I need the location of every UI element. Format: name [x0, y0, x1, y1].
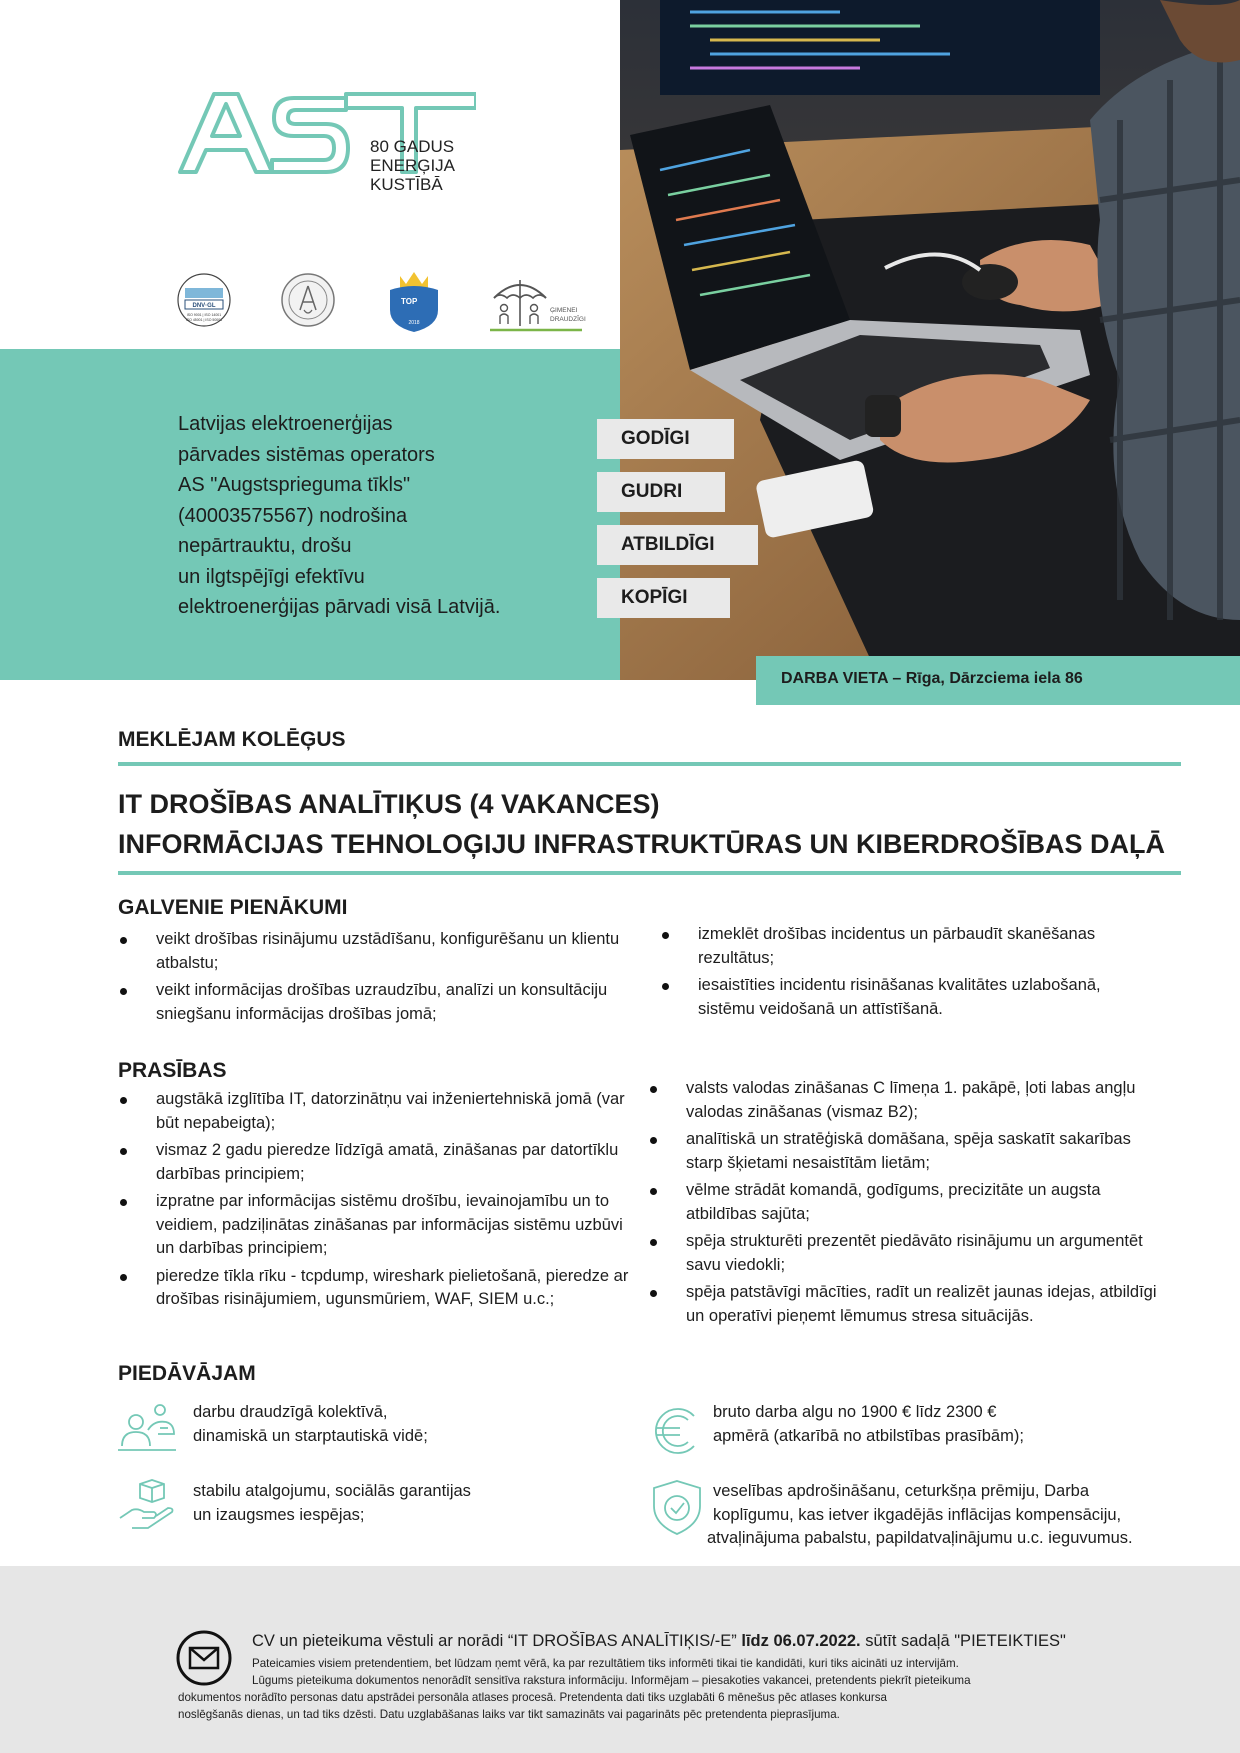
- fine-print: dokumentos norādīto personas datu apstrādei personāla atlases procesā. Pretendenta dati tiks uzglabāti 6 mēnešus pēc atlases konkursa: [178, 1691, 887, 1704]
- workplace-label: DARBA VIETA – Rīga, Dārzciema iela 86: [756, 656, 1240, 705]
- value-tag-smart: GUDRI: [597, 472, 725, 512]
- dnv-certificate-badge: [176, 272, 232, 332]
- requirements-list-right: [648, 1077, 1168, 1332]
- divider: [118, 871, 1181, 875]
- requirements-heading: PRASĪBAS: [118, 1059, 227, 1082]
- logo-tagline: [370, 137, 455, 194]
- fine-print: Pateicamies visiem pretendentiem, bet lūdzam ņemt vērā, ka par rezultātiem tiks informēti tikai tie kandidāti, kuri tiks aicināti uz intervijām.: [252, 1657, 959, 1670]
- list-item-text: izmeklēt drošības incidentus un pārbaudīt skanēšanas rezultātus;: [698, 925, 1096, 967]
- top-employer-badge: [384, 268, 444, 334]
- list-item: [660, 923, 1130, 970]
- list-item: [648, 1281, 1168, 1328]
- intro-line: pārvades sistēmas operators: [178, 443, 435, 466]
- list-item-text: veikt drošības risinājumu uzstādīšanu, konfigurēšanu un klientu atbalstu;: [156, 930, 620, 972]
- requirements-list-left: [118, 1088, 638, 1316]
- svg-text:DNV·GL: DNV·GL: [192, 303, 216, 309]
- list-item: [648, 1128, 1168, 1175]
- people-icon: [118, 1400, 176, 1458]
- offer-item: [193, 1401, 428, 1448]
- offer-heading: PIEDĀVĀJAM: [118, 1362, 256, 1385]
- list-item: [118, 928, 638, 975]
- list-item: [118, 979, 638, 1026]
- list-item: [648, 1230, 1168, 1277]
- offer-line: stabilu atalgojumu, sociālās garantijas: [193, 1482, 471, 1500]
- offer-item: [193, 1480, 471, 1527]
- tagline-line: ENERĢIJA: [370, 156, 456, 175]
- offer-line: darbu draudzīgā kolektīvā,: [193, 1403, 388, 1421]
- offer-line: dinamiskā un starptautiskā vidē;: [193, 1426, 428, 1445]
- list-item: [118, 1190, 638, 1261]
- deadline: līdz 06.07.2022.: [741, 1632, 861, 1650]
- job-title: [118, 784, 1165, 864]
- tagline-line: KUSTĪBĀ: [370, 175, 443, 194]
- divider: [118, 762, 1181, 766]
- list-item: [660, 974, 1130, 1021]
- euro-icon: [648, 1402, 706, 1460]
- duties-list-right: [660, 923, 1130, 1025]
- svg-text:TOP: TOP: [401, 297, 418, 306]
- list-item-text: augstākā izglītība IT, datorzinātņu vai inženiertehniskā jomā (var būt nepabeigta);: [156, 1090, 625, 1132]
- list-item-text: izpratne par informācijas sistēmu drošību, ievainojamību un to veidiem, padziļinātas zināšanas par informācijas sistēmu uzbūvi un darbības principiem;: [156, 1192, 623, 1257]
- job-title-line: IT DROŠĪBAS ANALĪTIĶUS (4 VAKANCES): [118, 789, 660, 819]
- shield-check-icon: [648, 1478, 706, 1536]
- company-intro: [178, 409, 558, 623]
- family-badge-text: ĢIMENEI: [550, 307, 578, 314]
- offer-line: un izaugsmes iespējas;: [193, 1505, 365, 1524]
- value-tag-honest: GODĪGI: [597, 419, 734, 459]
- family-friendly-badge: [490, 272, 586, 336]
- list-item-text: analītiskā un stratēģiskā domāšana, spēja saskatīt sakarības starp šķietami nesaistītām lietām;: [686, 1130, 1131, 1172]
- intro-line: un ilgtspējīgi efektīvu: [178, 565, 365, 588]
- list-item-text: pieredze tīkla rīku - tcpdump, wireshark pielietošanā, pieredze ar drošības risinājumiem, ugunsmūriem, WAF, SIEM u.c.;: [156, 1266, 629, 1308]
- hand-box-icon: [118, 1478, 176, 1536]
- offer-line: veselības apdrošināšanu, ceturkšņa prēmiju, Darba: [713, 1482, 1090, 1500]
- offer-line: atvaļinājuma pabalstu, papildatvaļinājumu u.c. ieguvumus.: [707, 1529, 1133, 1547]
- intro-line: elektroenerģijas pārvadi visā Latvijā.: [178, 596, 501, 618]
- list-item-text: vismaz 2 gadu pieredze līdzīgā amatā, zināšanas par datortīklu darbības principiem;: [156, 1141, 619, 1183]
- svg-text:2018: 2018: [408, 320, 420, 326]
- list-item-text: veikt informācijas drošības uzraudzību, analīzi un konsultāciju sniegšanu informācijas drošības jomā;: [156, 981, 608, 1023]
- list-item-text: valsts valodas zināšanas C līmeņa 1. pakāpē, ļoti labas angļu valodas zināšanas (vismaz B2);: [686, 1079, 1136, 1121]
- offer-line: bruto darba algu no 1900 € līdz 2300 €: [713, 1403, 997, 1421]
- svg-text:ISO 9001 | ISO 14001: ISO 9001 | ISO 14001: [186, 313, 222, 317]
- fine-print: noslēgšanās dienas, un tad tiks dzēsti. Datu uzglabāšanas laiks var tikt samazināts vai pagarināts pēc pretendenta pieprasījuma.: [178, 1708, 840, 1721]
- instruction-text: CV un pieteikuma vēstuli ar norādi “IT DROŠĪBAS ANALĪTIĶIS/-E”: [252, 1632, 737, 1650]
- intro-line: Latvijas elektroenerģijas: [178, 413, 393, 435]
- list-item-text: vēlme strādāt komandā, godīgums, precizitāte un augsta atbildības sajūta;: [686, 1181, 1101, 1223]
- list-item-text: spēja patstāvīgi mācīties, radīt un realizēt jaunas idejas, atbildīgi un operatīvi pieņemt lēmumus stresa situācijās.: [686, 1283, 1157, 1325]
- fine-print: Lūgums pieteikuma dokumentos nenorādīt sensitīva rakstura informāciju. Informējam – piesakoties vakancei, pretendents piekrīt pieteikuma: [252, 1674, 971, 1687]
- list-item: [118, 1139, 638, 1186]
- offer-item: [707, 1480, 1133, 1551]
- duties-list-left: [118, 928, 638, 1030]
- offer-line: koplīgumu, kas ietver ikgadējās inflācijas kompensāciju,: [713, 1505, 1122, 1524]
- mail-icon: [176, 1630, 232, 1686]
- intro-line: (40003575567) nodrošina: [178, 504, 408, 527]
- tagline-line: 80 GADUS: [370, 137, 455, 156]
- list-item: [648, 1179, 1168, 1226]
- list-item-text: iesaistīties incidentu risināšanas kvalitātes uzlabošanā, sistēmu veidošanā un attīstīšanā.: [698, 976, 1101, 1018]
- instruction-text: sūtīt sadaļā "PIETEIKTIES": [865, 1632, 1066, 1650]
- family-badge-text: DRAUDZĪGI: [550, 316, 586, 323]
- duties-heading: GALVENIE PIENĀKUMI: [118, 896, 348, 919]
- seal-badge: [280, 272, 336, 332]
- list-item: [648, 1077, 1168, 1124]
- job-title-line: INFORMĀCIJAS TEHNOLOĢIJU INFRASTRUKTŪRAS UN KIBERDROŠĪBAS DAĻĀ: [118, 829, 1166, 859]
- svg-text:ISO 45001 | ISO 50001: ISO 45001 | ISO 50001: [185, 318, 223, 322]
- intro-line: nepārtrauktu, drošu: [178, 535, 352, 557]
- application-instruction: [252, 1632, 1066, 1651]
- intro-line: AS "Augstsprieguma tīkls": [178, 474, 411, 496]
- list-item: [118, 1265, 638, 1312]
- value-tag-responsible: ATBILDĪGI: [597, 525, 758, 565]
- list-item: [118, 1088, 638, 1135]
- eyebrow-heading: MEKLĒJAM KOLĒĢUS: [118, 728, 346, 751]
- list-item-text: spēja strukturēti prezentēt piedāvāto risinājumu un argumentēt savu viedokli;: [686, 1232, 1143, 1274]
- offer-item: [713, 1401, 1024, 1448]
- offer-line: apmērā (atkarībā no atbilstības prasībām);: [713, 1426, 1024, 1445]
- value-tag-together: KOPĪGI: [597, 578, 730, 618]
